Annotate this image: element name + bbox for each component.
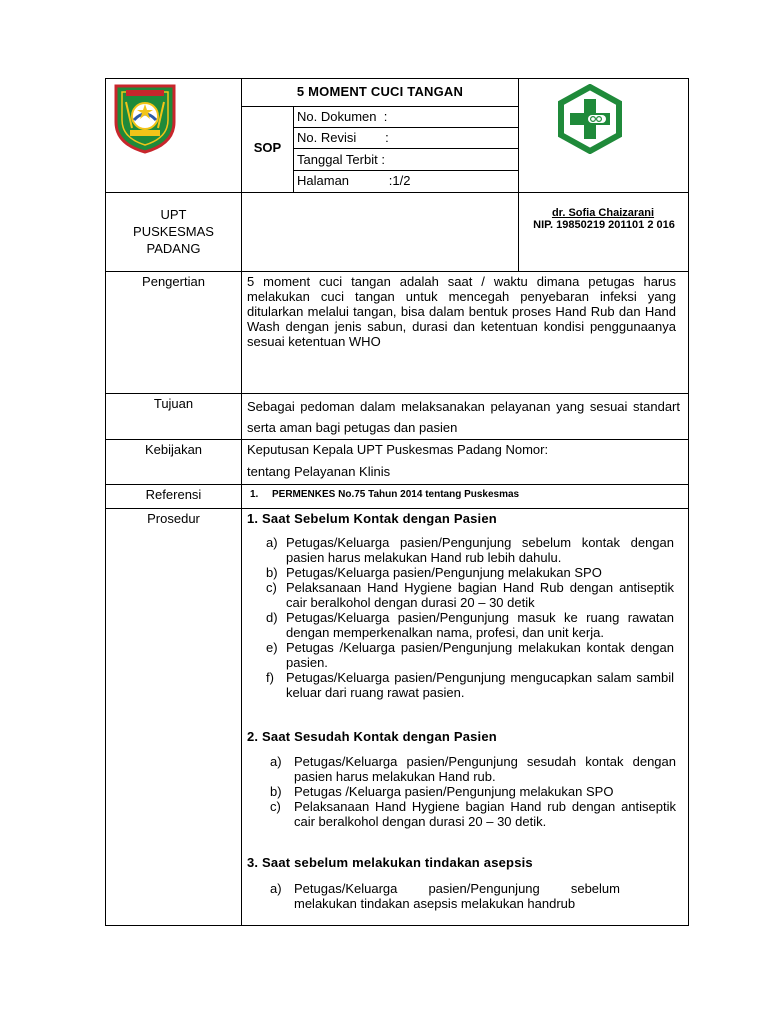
sop-label: SOP xyxy=(253,140,282,155)
list-item: f) Petugas/Keluarga pasien/Pengunjung mengucapkan salam sambil keluar dari ruang rawat pasien. xyxy=(266,670,674,700)
puskesmas-logo-icon xyxy=(555,84,625,154)
tujuan-text: Sebagai pedoman dalam melaksanakan pelayanan yang sesuai standart serta aman bagi petugas dan pasien xyxy=(247,399,680,435)
prosedur-section-1-list xyxy=(266,535,674,700)
tujuan-label: Tujuan xyxy=(153,396,194,411)
signatory-nip: NIP. 19850219 201101 2 016 xyxy=(533,219,675,231)
kebijakan-line-2: tentang Pelayanan Klinis xyxy=(247,464,391,479)
prosedur-section-2-title: 2. Saat Sesudah Kontak dengan Pasien xyxy=(247,729,497,744)
prosedur-section-3-list xyxy=(270,881,620,911)
prosedur-section-3-title: 3. Saat sebelum melakukan tindakan asepsis xyxy=(247,855,533,870)
prosedur-section-2-list xyxy=(270,754,676,829)
referensi-label: Referensi xyxy=(145,487,202,502)
list-item: a) Petugas/Keluarga pasien/Pengunjung sesudah kontak dengan pasien harus melakukan Hand rub. xyxy=(270,754,676,784)
list-item: a) Petugas/Keluarga pasien/Pengunjung sebelum kontak dengan pasien harus melakukan Hand rub lebih dahulu. xyxy=(266,535,674,565)
referensi-number: 1. xyxy=(250,489,259,500)
doc-field-no-revisi: No. Revisi : xyxy=(297,130,389,145)
kebijakan-label: Kebijakan xyxy=(144,442,203,457)
org-name-line-3: PADANG xyxy=(146,241,201,256)
referensi-text: PERMENKES No.75 Tahun 2014 tentang Puskesmas xyxy=(272,489,520,500)
district-emblem-icon xyxy=(112,82,178,154)
prosedur-label: Prosedur xyxy=(147,511,200,526)
list-item: b) Petugas/Keluarga pasien/Pengunjung melakukan SPO xyxy=(266,565,602,580)
kebijakan-line-1: Keputusan Kepala UPT Puskesmas Padang Nomor: xyxy=(247,442,549,457)
doc-field-no-dokumen: No. Dokumen : xyxy=(297,109,388,124)
list-item: d) Petugas/Keluarga pasien/Pengunjung masuk ke ruang rawatan dengan memperkenalkan nama, profesi, dan unit kerja. xyxy=(266,610,674,640)
pengertian-label: Pengertian xyxy=(142,274,205,289)
list-item: e) Petugas /Keluarga pasien/Pengunjung melakukan kontak dengan pasien. xyxy=(266,640,674,670)
document-title: 5 MOMENT CUCI TANGAN xyxy=(296,84,464,99)
list-item: b) Petugas /Keluarga pasien/Pengunjung melakukan SPO xyxy=(270,784,614,799)
org-name-line-1: UPT xyxy=(160,207,187,222)
doc-field-halaman: Halaman :1/2 xyxy=(297,173,411,188)
signatory-name: dr. Sofia Chaizarani xyxy=(551,207,655,219)
prosedur-section-1-title: 1. Saat Sebelum Kontak dengan Pasien xyxy=(247,511,497,526)
list-item: a) Petugas/Keluarga pasien/Pengunjung sebelum melakukan tindakan asepsis melakukan handrub xyxy=(270,881,620,911)
doc-field-tanggal-terbit: Tanggal Terbit : xyxy=(297,152,385,167)
pengertian-text: 5 moment cuci tangan adalah saat / waktu dimana petugas harus melakukan cuci tangan untuk mencegah penyebaran infeksi yang ditularkan melalui tangan, bisa dalam bentuk proses Hand Rub dan Hand Wash dengan jenis sabun, durasi dan ketentuan kondisi penggunaanya sesuai ketentuan WHO xyxy=(247,274,676,349)
list-item: c) Pelaksanaan Hand Hygiene bagian Hand Rub dengan antiseptik cair beralkohol dengan durasi 20 – 30 detik xyxy=(266,580,674,610)
list-item: c) Pelaksanaan Hand Hygiene bagian Hand rub dengan antiseptik cair beralkohol dengan durasi 20 – 30 detik. xyxy=(270,799,676,829)
org-name-line-2: PUSKESMAS xyxy=(133,224,214,239)
